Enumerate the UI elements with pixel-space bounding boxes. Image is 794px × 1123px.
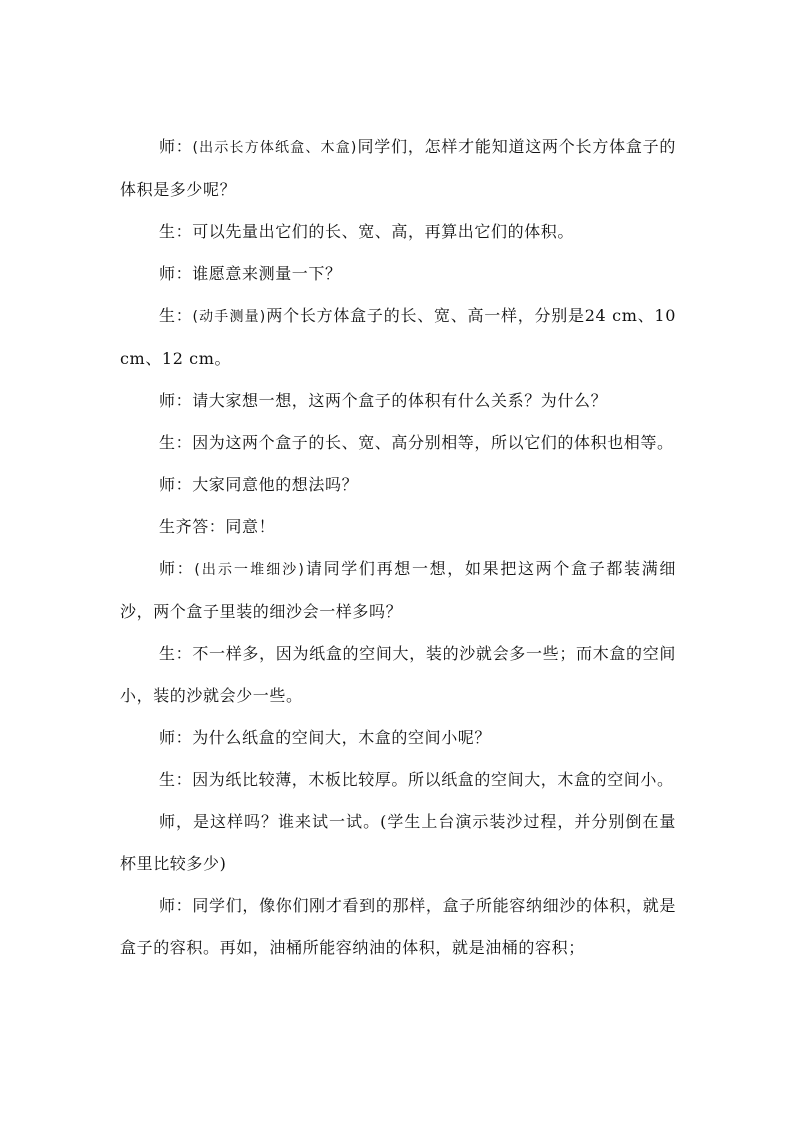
speaker-label: 师， <box>159 812 194 831</box>
dialogue-line-3 <box>120 253 676 295</box>
dialogue-text: 因为纸比较薄，木板比较厚。所以纸盒的空间大，木盒的空间小。 <box>192 770 674 789</box>
dialogue-text: 两个长方体盒子的长、宽、高一样，分别是24 cm、10 cm、12 cm。 <box>120 306 676 368</box>
dialogue-line-14 <box>120 885 676 969</box>
dialogue-line-12 <box>120 759 676 801</box>
speaker-label: 生： <box>159 770 193 789</box>
dialogue-text: 是这样吗？谁来试一试。(学生上台演示装沙过程，并分别倒在量杯里比较多少) <box>120 812 676 873</box>
dialogue-line-4 <box>120 295 676 380</box>
dialogue-text: 为什么纸盒的空间大，木盒的空间小呢？ <box>192 728 492 747</box>
speaker-label: 师： <box>159 728 193 747</box>
dialogue-line-1 <box>120 126 676 211</box>
dialogue-line-9 <box>120 548 676 633</box>
dialogue-text: 谁愿意来测量一下？ <box>192 264 342 283</box>
dialogue-text: 请同学们再想一想，如果把这两个盒子都装满细沙，两个盒子里装的细沙会一样多吗？ <box>120 559 676 621</box>
speaker-label: 师： <box>159 475 193 494</box>
dialogue-line-13 <box>120 801 676 885</box>
dialogue-line-6 <box>120 422 676 464</box>
stage-direction: (出示长方体纸盒、木盒) <box>192 140 358 156</box>
speaker-label: 生： <box>159 306 193 325</box>
dialogue-text: 可以先量出它们的长、宽、高，再算出它们的体积。 <box>192 222 575 241</box>
dialogue-line-7 <box>120 464 676 506</box>
stage-direction: (出示一堆细沙) <box>194 562 305 578</box>
dialogue-line-2 <box>120 211 676 253</box>
speaker-label: 生齐答： <box>159 517 226 536</box>
dialogue-line-8 <box>120 506 676 548</box>
speaker-label: 师： <box>159 264 193 283</box>
dialogue-text: 大家同意他的想法吗？ <box>192 475 359 494</box>
dialogue-text: 同学们，像你们刚才看到的那样，盒子所能容纳细沙的体积，就是盒子的容积。再如，油桶所能容纳油的体积，就是油桶的容积； <box>120 896 677 957</box>
dialogue-body <box>120 126 676 969</box>
dialogue-text: 因为这两个盒子的长、宽、高分别相等，所以它们的体积也相等。 <box>192 433 674 452</box>
speaker-label: 师： <box>159 896 193 915</box>
dialogue-text: 请大家想一想，这两个盒子的体积有什么关系？为什么？ <box>192 391 608 410</box>
stage-direction: (动手测量) <box>192 309 267 325</box>
dialogue-text: 不一样多，因为纸盒的空间大，装的沙就会多一些；而木盒的空间小，装的沙就会少一些。 <box>120 644 677 705</box>
speaker-label: 师： <box>159 137 193 156</box>
speaker-label: 师： <box>159 391 193 410</box>
dialogue-line-11 <box>120 717 676 759</box>
speaker-label: 生： <box>159 222 193 241</box>
speaker-label: 师： <box>159 559 195 578</box>
speaker-label: 生： <box>159 433 193 452</box>
dialogue-line-10 <box>120 633 676 717</box>
dialogue-text: 同意！ <box>225 517 276 536</box>
speaker-label: 生： <box>159 644 193 663</box>
dialogue-line-5 <box>120 380 676 422</box>
dialogue-text: 同学们，怎样才能知道这两个长方体盒子的体积是多少呢？ <box>120 137 676 199</box>
